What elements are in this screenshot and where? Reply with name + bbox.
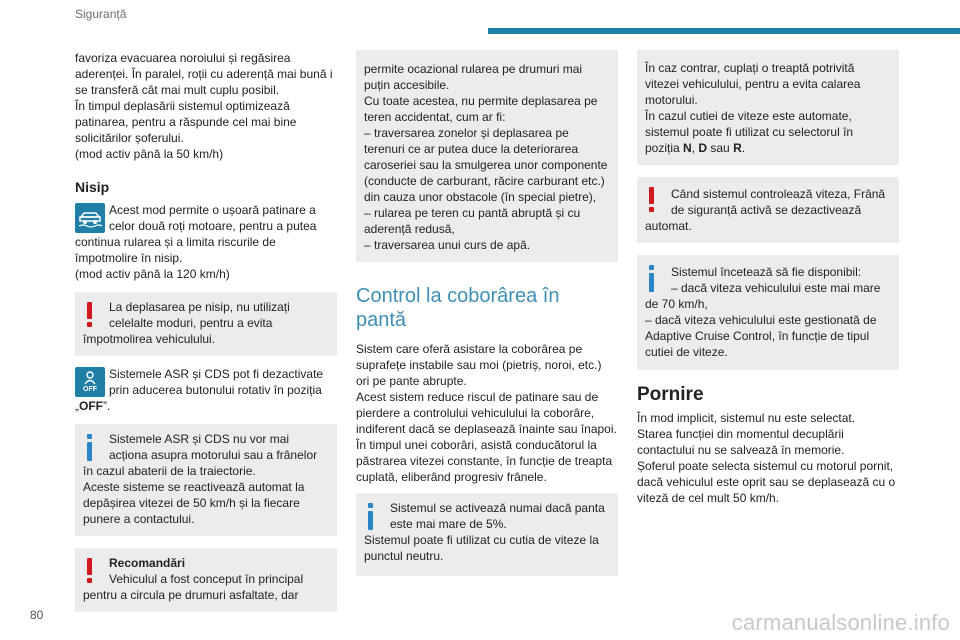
continuation-line: teren accidentat, cum ar fi: <box>364 110 506 124</box>
info-box-asr <box>75 424 337 536</box>
asr-line: prin aducerea butonului rotativ în poziția <box>109 383 322 397</box>
asr-line-last <box>75 398 337 414</box>
continuation-box <box>356 50 618 262</box>
body-line: suprafețe instabile sau moi (pietriș, noroi, etc.) <box>356 358 602 372</box>
gear-d: D <box>698 141 708 155</box>
info-line: punctul neutru. <box>364 549 444 563</box>
asr-off-block <box>75 366 337 414</box>
info-line: acționa asupra motorului sau a frânelor <box>109 448 318 462</box>
asr-off-icon <box>75 367 105 397</box>
intro-line: (mod activ până la 50 km/h) <box>75 147 224 161</box>
pornire-line: dacă vehiculul este oprit sau se deplasează cu o <box>637 475 896 489</box>
nisip-line: împotmolire în nisip. <box>75 251 183 265</box>
continuation-line: (conducte de carburant, răcire carburant etc.) <box>364 174 605 188</box>
info-box-availability <box>637 255 899 370</box>
pornire-line: Starea funcției din momentul decuplării <box>637 427 844 441</box>
warning-line: împotmolirea vehiculului. <box>83 332 216 346</box>
continuation-line: permite ocazional rularea pe drumuri mai <box>364 62 583 76</box>
warning-icon <box>83 558 95 584</box>
continuation-line: – rularea pe teren cu pantă abruptă și cu <box>364 206 581 220</box>
intro-line: aderenței. În paralel, roții cu aderență mai bună i <box>75 67 333 81</box>
continuation-line: Cu toate acestea, nu permite deplasarea pe <box>364 94 598 108</box>
nisip-heading: Nisip <box>75 179 110 195</box>
pornire-line: Șoferul poate selecta sistemul cu motorul pornit, <box>637 459 894 473</box>
warning-line: Când sistemul controlează viteza, Frână <box>671 187 886 201</box>
continuation-line: aderență redusă, <box>364 222 455 236</box>
recommendations-line: pentru a circula pe drumuri asfaltate, dar <box>83 588 299 602</box>
intro-line: se transferă cât mai mult cuplu posibil. <box>75 83 280 97</box>
body-line: În timpul unei coborâri, asistă conducătorul la <box>356 438 597 452</box>
nisip-block <box>75 202 337 282</box>
watermark: carmanualsonline.info <box>731 610 950 635</box>
pornire-line: viteză de cel mult 50 km/h. <box>637 491 780 505</box>
column-1 <box>75 50 337 612</box>
body-line: ori pe pante abrupte. <box>356 374 467 388</box>
info-line: de 70 km/h, <box>645 297 708 311</box>
gear-line: motorului. <box>645 93 698 107</box>
gear-line: În cazul cutiei de viteze este automate, <box>645 109 852 123</box>
sand-mode-icon <box>75 203 105 233</box>
info-line: Adaptive Cruise Control, în funcție de tipul <box>645 329 870 343</box>
warning-icon <box>83 302 95 328</box>
body-line: Acest sistem reduce riscul de patinare sau de <box>356 390 599 404</box>
warning-box-recommendations <box>75 548 337 612</box>
section-body <box>356 341 618 485</box>
warning-line: automat. <box>645 219 692 233</box>
info-line: Aceste sisteme se reactivează automat la <box>83 480 305 494</box>
gear-line-positions: poziția N, D sau R. <box>645 141 746 155</box>
info-line: cutiei de viteze. <box>645 345 728 359</box>
info-line: depășirea vitezei de 50 km/h și la fiecare <box>83 496 300 510</box>
continuation-line: – traversarea zonelor și deplasarea pe <box>364 126 569 140</box>
info-box-slope <box>356 493 618 576</box>
info-line: Sistemul se activează numai dacă panta <box>390 501 605 515</box>
body-line: pierdere a controlului vehiculului la coborâre, <box>356 406 595 420</box>
nisip-line: celor două roți motoare, pentru a putea <box>109 219 317 233</box>
warning-line: celelalte moduri, pentru a evita <box>109 316 273 330</box>
nisip-line: Acest mod permite o ușoară patinare a <box>109 203 316 217</box>
asr-off-bold: OFF <box>79 399 103 413</box>
asr-quote-open: „ <box>75 399 79 413</box>
intro-line: patinarea, pentru a răspunde cel mai bine <box>75 115 297 129</box>
info-line: – dacă viteza vehiculului este gestionată de <box>645 313 877 327</box>
pornire-line: contactului nu se salvează în memorie. <box>637 443 845 457</box>
section-title: Control la coborârea în pantă <box>356 285 560 331</box>
intro-line: În timpul deplasării sistemul optimizează <box>75 99 290 113</box>
info-line: Sistemul încetează să fie disponibil: <box>671 265 862 279</box>
warning-box-brake <box>637 177 899 243</box>
info-icon <box>83 434 95 462</box>
continuation-line: – traversarea unui curs de apă. <box>364 238 531 252</box>
asr-quote-close: ”. <box>103 399 111 413</box>
info-line: în cazul abaterii de la traiectorie. <box>83 464 256 478</box>
column-2 <box>356 50 618 576</box>
info-line: punere a contactului. <box>83 512 195 526</box>
gear-n: N <box>683 141 692 155</box>
info-line: Sistemul poate fi utilizat cu cutia de viteze la <box>364 533 599 547</box>
gear-box <box>637 50 899 165</box>
nisip-line: (mod activ până la 120 km/h) <box>75 267 230 281</box>
continuation-line: terenuri ce ar putea duce la deteriorarea <box>364 142 579 156</box>
header-section-title: Siguranță <box>75 7 127 21</box>
recommendations-title: Recomandări <box>109 556 186 570</box>
body-line: indiferent dacă se deplasează înainte sau înapoi. <box>356 422 617 436</box>
header-accent-bar <box>488 28 960 34</box>
info-icon <box>645 265 657 293</box>
pornire-body <box>637 410 899 506</box>
continuation-line: caroseriei sau la smulgerea unor componente <box>364 158 608 172</box>
asr-line: Sistemele ASR și CDS pot fi dezactivate <box>109 367 324 381</box>
gear-line: vitezei vehiculului, pentru a evita calarea <box>645 77 861 91</box>
body-line: cuplată, eliberând progresiv frânele. <box>356 470 547 484</box>
gear-line: sistemul poate fi utilizat cu selectorul în <box>645 125 854 139</box>
recommendations-line: Vehiculul a fost conceput în principal <box>109 572 304 586</box>
column-3 <box>637 50 899 506</box>
warning-icon <box>645 187 657 213</box>
off-icon-text: OFF <box>83 386 97 393</box>
info-line: este mai mare de 5%. <box>390 517 507 531</box>
intro-line: solicitărilor șoferului. <box>75 131 184 145</box>
warning-line: de siguranță activă se dezactivează <box>671 203 862 217</box>
body-line: păstrarea vitezei constante, în funcție de treapta <box>356 454 613 468</box>
intro-line: favoriza evacuarea noroiului și regăsirea <box>75 51 291 65</box>
continuation-line: puțin accesibile. <box>364 78 450 92</box>
body-line: Sistem care oferă asistare la coborârea pe <box>356 342 583 356</box>
warning-line: La deplasarea pe nisip, nu utilizați <box>109 300 290 314</box>
pornire-heading: Pornire <box>637 384 704 405</box>
continuation-line: din cauza unor obstacole (în special pietre), <box>364 190 597 204</box>
info-line: – dacă viteza vehiculului este mai mare <box>671 281 881 295</box>
gear-r: R <box>733 141 742 155</box>
pornire-line: În mod implicit, sistemul nu este selectat. <box>637 411 856 425</box>
warning-box-sand <box>75 292 337 356</box>
info-line: Sistemele ASR și CDS nu vor mai <box>109 432 290 446</box>
gear-line: În caz contrar, cuplați o treaptă potrivită <box>645 61 855 75</box>
nisip-line: continua rularea și a limita riscurile de <box>75 235 276 249</box>
page-number: 80 <box>30 608 44 622</box>
info-icon <box>364 503 376 531</box>
